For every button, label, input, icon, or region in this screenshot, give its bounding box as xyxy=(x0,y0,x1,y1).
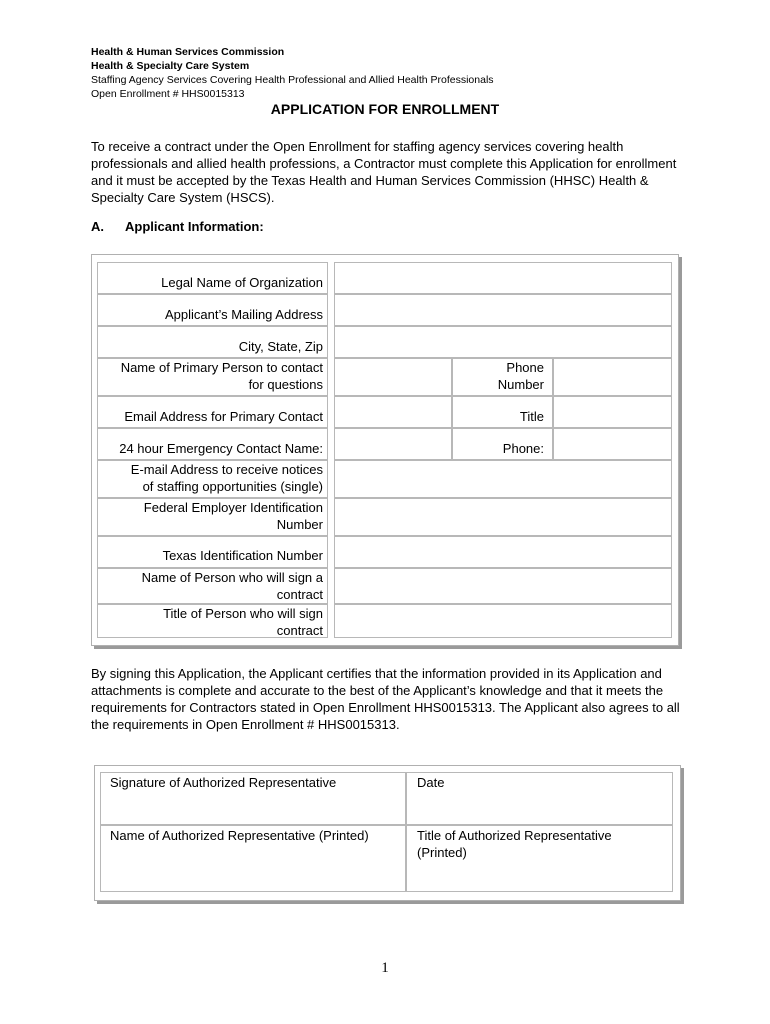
primary-person-label-line1: Name of Primary Person to contact xyxy=(120,360,323,375)
intro-paragraph: To receive a contract under the Open Enrollment for staffing agency services covering health professionals and allied health professions, a Contractor must complete this Application for enrollment and it must be accepted by the Texas Health and Human Services Commission (HHSC) Health & Specialty Care System (HSCS). xyxy=(91,139,677,205)
texas-id-label: Texas Identification Number xyxy=(162,548,323,563)
email-primary-field[interactable] xyxy=(334,396,452,428)
header-system: Health & Specialty Care System xyxy=(91,60,250,72)
page-title: APPLICATION FOR ENROLLMENT xyxy=(270,101,500,117)
primary-person-label xyxy=(121,359,323,393)
header-agency: Health & Human Services Commission xyxy=(91,46,285,58)
title-field[interactable] xyxy=(553,396,672,428)
city-state-zip-field[interactable] xyxy=(334,326,672,358)
emergency-contact-field[interactable] xyxy=(334,428,452,460)
title-label: Title xyxy=(519,409,544,424)
header-services: Staffing Agency Services Covering Health Professional and Allied Health Professionals xyxy=(91,74,494,86)
legal-name-field[interactable] xyxy=(334,262,672,294)
primary-person-field[interactable] xyxy=(334,358,452,396)
signer-name-label-line1: Name of Person who will sign a xyxy=(141,570,323,585)
signature-label: Signature of Authorized Representative xyxy=(110,775,337,790)
email-notices-field[interactable] xyxy=(334,460,672,498)
city-state-zip-label: City, State, Zip xyxy=(238,339,323,354)
signer-title-label-line2: contract xyxy=(276,623,323,638)
fein-label xyxy=(144,499,323,533)
phone-number-label-line2: Number xyxy=(497,377,544,392)
mailing-address-field[interactable] xyxy=(334,294,672,326)
printed-title-label-line2: (Printed) xyxy=(417,845,467,860)
phone-number-field[interactable] xyxy=(553,358,672,396)
phone-number-label-line1: Phone xyxy=(506,360,544,375)
section-title: Applicant Information: xyxy=(125,219,264,234)
email-notices-label-line1: E-mail Address to receive notices xyxy=(130,462,323,477)
date-label: Date xyxy=(417,775,445,790)
printed-title-label xyxy=(417,827,612,861)
section-letter: A. xyxy=(91,219,104,234)
printed-name-label: Name of Authorized Representative (Printed) xyxy=(110,828,369,843)
fein-label-line1: Federal Employer Identification xyxy=(143,500,323,515)
certification-paragraph: By signing this Application, the Applicant certifies that the information provided in its Application and attachments is complete and accurate to the best of the Applicant’s knowledge and that it meets the requirements for Contractors stated in Open Enrollment HHS0015313. The Applicant also agrees to all the requirements in Open Enrollment # HHS0015313. xyxy=(91,666,680,732)
emergency-phone-label: Phone: xyxy=(502,441,544,456)
signer-name-field[interactable] xyxy=(334,568,672,604)
signer-name-label-line2: contract xyxy=(276,587,323,602)
signer-title-field[interactable] xyxy=(334,604,672,638)
phone-number-label xyxy=(498,359,544,393)
fein-label-line2: Number xyxy=(276,517,323,532)
mailing-address-label: Applicant’s Mailing Address xyxy=(164,307,323,322)
signer-title-label xyxy=(163,605,323,639)
signer-name-label xyxy=(142,569,323,603)
primary-person-label-line2: for questions xyxy=(248,377,323,392)
emergency-phone-field[interactable] xyxy=(553,428,672,460)
date-field[interactable] xyxy=(406,772,673,825)
page-number: 1 xyxy=(381,960,389,976)
email-primary-label: Email Address for Primary Contact xyxy=(124,409,323,424)
printed-title-label-line1: Title of Authorized Representative xyxy=(417,828,612,843)
texas-id-field[interactable] xyxy=(334,536,672,568)
email-notices-label-line2: of staffing opportunities (single) xyxy=(142,479,323,494)
fein-field[interactable] xyxy=(334,498,672,536)
email-notices-label xyxy=(131,461,323,495)
header-enrollment-number: Open Enrollment # HHS0015313 xyxy=(91,88,245,100)
section-a-heading xyxy=(91,219,264,234)
emergency-contact-label: 24 hour Emergency Contact Name: xyxy=(119,441,323,456)
signer-title-label-line1: Title of Person who will sign xyxy=(163,606,323,621)
legal-name-label: Legal Name of Organization xyxy=(161,275,323,290)
